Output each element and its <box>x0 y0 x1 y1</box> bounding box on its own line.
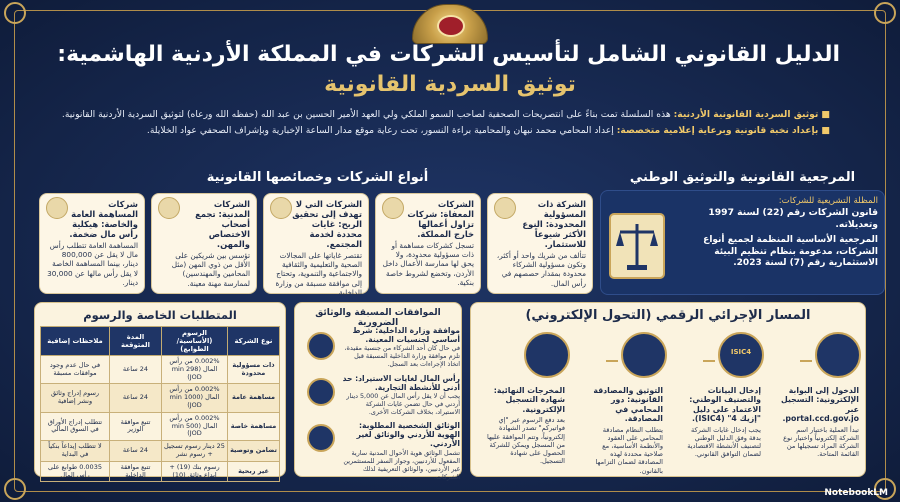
approval-body: تشمل الوثائق هوية الأحوال المدنية سارية المفعول للأردنيين، وجواز السفر للمستثمرين غير الأردنيين، والوثائق التعريفية لذلك الشركات. <box>343 448 460 481</box>
approvals-heading: الموافقات المسبقة والوثائق الضرورية <box>315 308 441 328</box>
table-cell: غير ربحية <box>228 461 280 482</box>
digital-step-title: الدخول إلى البوابة الإلكترونية: التسجيل عبر portal.ccd.gov.jo. <box>781 386 859 424</box>
isic4-chip-icon <box>718 332 764 378</box>
table-cell: ذات مسؤولية محدودة <box>228 356 280 384</box>
table-row <box>41 441 280 462</box>
column-header: ملاحظات إضافية <box>41 327 110 356</box>
globe-icon <box>382 197 404 219</box>
digital-step-body: تبدأ العملية باختيار اسم الشركة إلكترونياً واختيار نوع الشركة المراد تسجيلها من القائمة المتاحة. <box>783 425 859 459</box>
table-row <box>41 384 280 412</box>
helping-hands-icon <box>270 197 292 219</box>
digital-step <box>683 386 761 458</box>
table-cell: 24 ساعة <box>110 441 162 462</box>
digital-step-body: بعد دفع الرسوم عبر "إي فواتيركم" تصدر الشهادة إلكترونياً، وتتم الموافقة عليها من المسجل ويمكن للشركة الحصول على شهادة التسجيل. <box>486 416 565 466</box>
fees-table <box>40 326 280 482</box>
page-subtitle: توثيق السردية القانونية <box>324 72 576 97</box>
digital-step-body: يجب إدخال غايات الشركة بدقة وفق الدليل الوطني لتصنيف الأنشطة الاقتصادية لضمان التوافق القانوني. <box>687 425 761 459</box>
company-card-body: تقتصر غاياتها على المجالات الصحية والتعليمية والثقافية والاجتماعية والتنموية، وتحتاج إلى موافقة مسبقة من وزارة الداخلية. <box>275 251 362 297</box>
table-cell: 24 ساعة <box>110 384 162 412</box>
notebooklm-watermark: NotebookLM <box>824 488 888 498</box>
table-cell: رسوم بنك (19) + إيداع وثائق (10) <box>162 461 228 482</box>
company-card-title: الشركات التي لا تهدف إلى تحقيق الربح: غايات محددة لخدمة المجتمع. <box>292 199 362 249</box>
company-card-body: المساهمة العامة تتطلب رأس مال لا يقل عن 800,000 دينار، بينما المساهمة الخاصة لا يقل رأس مالها عن 30,000 دينار. <box>47 241 138 287</box>
scales-of-justice-icon <box>608 210 666 282</box>
approval-item <box>340 326 460 368</box>
reference-heading: المرجعية القانونية والتوثيق الوطني <box>629 170 856 185</box>
framework-text: المرجعية الأساسية المنظمة لجميع أنواع الشركات، مدعومة بنظام تنظيم البيئة الاستثمارية رقم (7) لسنة 2023. <box>703 235 878 268</box>
approval-item <box>340 421 460 481</box>
approval-title: الوثائق الشخصية المطلوبة: الهوية للأردني والوثائق لغير الأردني. <box>356 421 460 449</box>
table-row <box>41 412 280 440</box>
handshake-icon <box>158 197 180 219</box>
table-row <box>41 356 280 384</box>
intro-line-1-text: هذه السلسلة تمت بناءً على انتصريحات الصحفية لصاحب السمو الملكي ولي العهد الأمير الحسين بن عبد الله (حفظه الله ورعاه) لتوثيق السردية الأردنية القانونية. <box>61 109 671 120</box>
digital-path-heading: المسار الإجرائي الرقمي (التحول الإلكتروني) <box>525 308 811 323</box>
table-cell: 0.0035 طوابع على رأس المال <box>41 461 110 482</box>
step-arrow <box>703 360 715 362</box>
isic4-label: ISIC4 <box>730 348 752 356</box>
company-card-title: الشركات المعفاة: شركات تزاول أعمالها خارج المملكة. <box>407 199 474 239</box>
company-card-title: شركات المساهمة العامة والخاصة: هيكلية رأس مال ضخمة. <box>69 199 138 239</box>
digital-step <box>781 386 859 458</box>
table-cell: تتبع موافقة الوزير <box>110 412 162 440</box>
certificate-icon <box>524 332 570 378</box>
intro-line-1: ■ توثيق السردية القانونية الأردنية: هذه السلسلة تمت بناءً على انتصريحات الصحفية لصاحب السمو الملكي ولي العهد الأمير الحسين بن عبد الله (حفظه الله ورعاه) لتوثيق السردية الأردنية القانونية. <box>61 109 830 120</box>
company-card <box>39 193 145 294</box>
column-header: الرسوم (الأساسية/الطوابع) <box>162 327 228 356</box>
approval-title: رأس المال لغايات الاستيراد: حد أدنى للأنشطة التجارية. <box>342 374 460 393</box>
table-cell: لا تتطلب إيداعاً بنكياً في البداية <box>41 441 110 462</box>
table-cell: رسوم إدراج وثائق ونشر إضافية <box>41 384 110 412</box>
umbrella-label: المظلة التشريعية للشركات: <box>778 196 878 206</box>
approval-body: في حال كان أحد الشركاء من جنسية مقيدة، تلزم موافقة وزارة الداخلية المسبقة قبل اتخاذ الإجراءات بعد السجل. <box>344 344 460 369</box>
approval-item <box>340 374 460 416</box>
company-card-body: تسجل كشركات مساهمة أو ذات مسؤولية محدودة، ولا يحق لها ممارسة الأعمال داخل الأردن، وتخضع لشروط خاصة بنكية. <box>382 241 474 287</box>
intro-line-2-text: إعداد المحامي محمد نبهان والمحامية براءة النسور، تحت رعاية موقع مدار الساعة الإخبارية وبإشراف الصحفي عواد الخلايلة. <box>146 125 614 136</box>
intro-block <box>60 108 830 138</box>
digital-step <box>487 386 565 465</box>
company-card-title: الشركة ذات المسؤولية المحدودة: النوع الأكثر شيوعاً للاستثمار. <box>522 199 586 249</box>
approval-title: موافقة وزارة الداخلية: شرط أساسي لجنسيات المعينة. <box>352 326 460 345</box>
table-cell: 24 ساعة <box>110 356 162 384</box>
table-cell: مساهمة عامة <box>228 384 280 412</box>
intro-line-2: ■ بإعداد نخبة قانونية وبرعاية إعلامية متخصصة: إعداد المحامي محمد نبهان والمحامية براءة النسور، تحت رعاية موقع مدار الساعة الإخبارية وبإشراف الصحفي عواد الخلايلة. <box>146 125 830 136</box>
corner-ornament-icon <box>4 478 26 500</box>
intro-line-1-label: توثيق السردية القانونية الأردنية: <box>673 109 819 120</box>
building-icon <box>494 197 516 219</box>
bank-icon <box>307 378 335 406</box>
approval-body: يجب أن لا يقل رأس المال عن 5,000 دينار أردني في حال تضمن غايات الشركة الاستيراد، بخلاف الشركات الأخرى. <box>346 392 460 417</box>
reference-text <box>668 196 878 270</box>
company-card <box>375 193 481 294</box>
table-cell: 0.002% من رأس المال (min 1000 JOD) <box>162 384 228 412</box>
digital-step-title: المخرجات النهائية: شهادة التسجيل الإلكترونية. <box>493 386 565 414</box>
table-cell: تضامن وتوصية <box>228 441 280 462</box>
digital-step-body: يتطلب النظام مصادقة المحامي على العقود والأنظمة الأساسية، مع صلاحية محددة لهذه المصادقة لضمان التزامها بالقانون. <box>595 425 663 475</box>
table-header-row <box>41 327 280 356</box>
corner-ornament-icon <box>4 2 26 24</box>
table-cell: في حال عدم وجود موافقات مسبقة <box>41 356 110 384</box>
gavel-icon <box>621 332 667 378</box>
company-card <box>487 193 593 294</box>
table-cell: تتطلب إدراج الأوراق في السوق المالي <box>41 412 110 440</box>
company-card <box>151 193 257 294</box>
coins-icon <box>46 197 68 219</box>
requirements-heading: المتطلبات الخاصة والرسوم <box>83 308 237 322</box>
table-cell: مساهمة خاصة <box>228 412 280 440</box>
company-card-body: تتألف من شريك واحد أو أكثر، وتكون مسؤولية الشركاء محدودة بمقدار حصصهم في رأس المال. <box>496 251 586 288</box>
digital-step-title: التوثيق والمصادقة القانونية: دور المحامي في المصادقة. <box>593 386 663 424</box>
company-types-heading: أنواع الشركات وخصائصها القانونية <box>206 170 429 185</box>
column-header: نوع الشركة <box>228 327 280 356</box>
column-header: المدة المتوقعة <box>110 327 162 356</box>
umbrella-text: قانون الشركات رقم (22) لسنة 1997 وتعديلاته. <box>708 207 878 230</box>
company-card-body: تؤسس بين شريكين على الأقل من ذوي المهن (مثل المحامين والمهندسين) لممارسة مهنة معينة. <box>171 251 250 288</box>
lock-icon <box>307 332 335 360</box>
page-title: الدليل القانوني الشامل لتأسيس الشركات في المملكة الأردنية الهاشمية: <box>57 42 840 67</box>
intro-line-2-label: بإعداد نخبة قانونية وبرعاية إعلامية متخصصة: <box>616 125 819 136</box>
table-cell: تتبع موافقة الداخلية <box>110 461 162 482</box>
table-cell: 25 دينار رسوم تسجيل + رسوم نشر <box>162 441 228 462</box>
id-card-icon <box>307 424 335 452</box>
digital-step <box>585 386 663 475</box>
company-card <box>263 193 369 297</box>
step-arrow <box>606 360 618 362</box>
digital-step-title: إدخال البيانات والتصنيف الوطني: الاعتماد على دليل "إزيك 4" (ISIC4). <box>689 386 761 424</box>
table-cell: 0.002% من رأس المال (min 500 JOD) <box>162 412 228 440</box>
corner-ornament-icon <box>874 2 896 24</box>
laptop-icon <box>815 332 861 378</box>
company-card-title: الشركات المدنية: تجمع أصحاب الاختصاص والمهن. <box>195 199 250 249</box>
step-arrow <box>800 360 812 362</box>
table-row <box>41 461 280 482</box>
table-cell: 0.002% من رأس المال (min 298 JOD) <box>162 356 228 384</box>
